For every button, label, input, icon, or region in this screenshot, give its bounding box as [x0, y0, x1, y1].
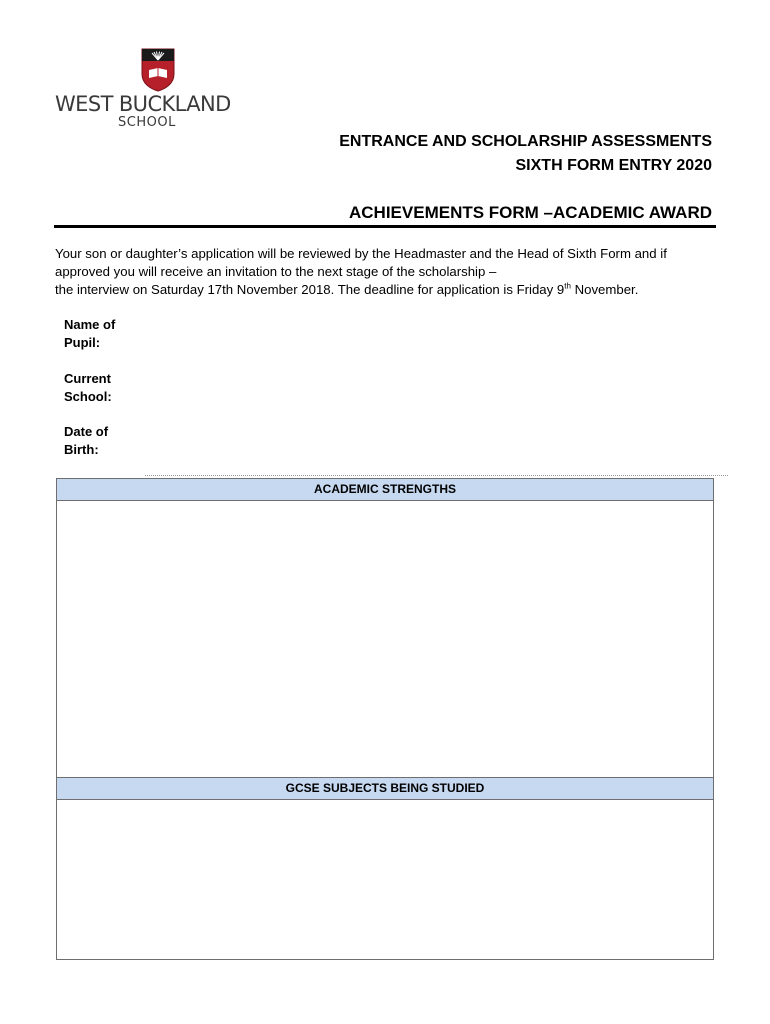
intro-line-3 [55, 281, 725, 299]
school-crest-icon [141, 48, 175, 92]
academic-strengths-box [56, 478, 714, 779]
name-of-pupil-label [64, 316, 115, 352]
gcse-subjects-box [56, 777, 714, 960]
title-line-2: SIXTH FORM ENTRY 2020 [515, 157, 712, 174]
academic-strengths-header: ACADEMIC STRENGTHS [57, 479, 713, 501]
intro-line-2: approved you will receive an invitation to the next stage of the scholarship – [55, 264, 497, 279]
form-title: ACHIEVEMENTS FORM –ACADEMIC AWARD [349, 203, 712, 222]
school-subtitle: SCHOOL [118, 115, 176, 130]
intro-line-3-end: November. [570, 282, 639, 297]
school-name: WEST BUCKLAND [55, 92, 231, 116]
intro-paragraph [55, 245, 725, 299]
dotted-separator [145, 475, 728, 476]
gcse-subjects-header: GCSE SUBJECTS BEING STUDIED [57, 777, 713, 800]
ordinal-suffix: th [564, 281, 571, 291]
current-school-label [64, 370, 112, 406]
title-line-1: ENTRANCE AND SCHOLARSHIP ASSESSMENTS [339, 133, 712, 150]
label-line: Date of [64, 424, 109, 439]
label-line: Current [64, 371, 111, 386]
label-line: Pupil: [64, 335, 101, 350]
label-line: School: [64, 389, 112, 404]
label-line: Name of [64, 317, 116, 332]
intro-line-3-text: the interview on Saturday 17th November 2018. The deadline for application is Friday 9 [55, 282, 565, 297]
school-logo [55, 48, 260, 134]
title-underline [54, 225, 716, 228]
intro-line-1: Your son or daughter’s application will be reviewed by the Headmaster and the Head of Sixth Form and if [55, 246, 667, 261]
date-of-birth-label [64, 423, 108, 459]
label-line: Birth: [64, 442, 99, 457]
